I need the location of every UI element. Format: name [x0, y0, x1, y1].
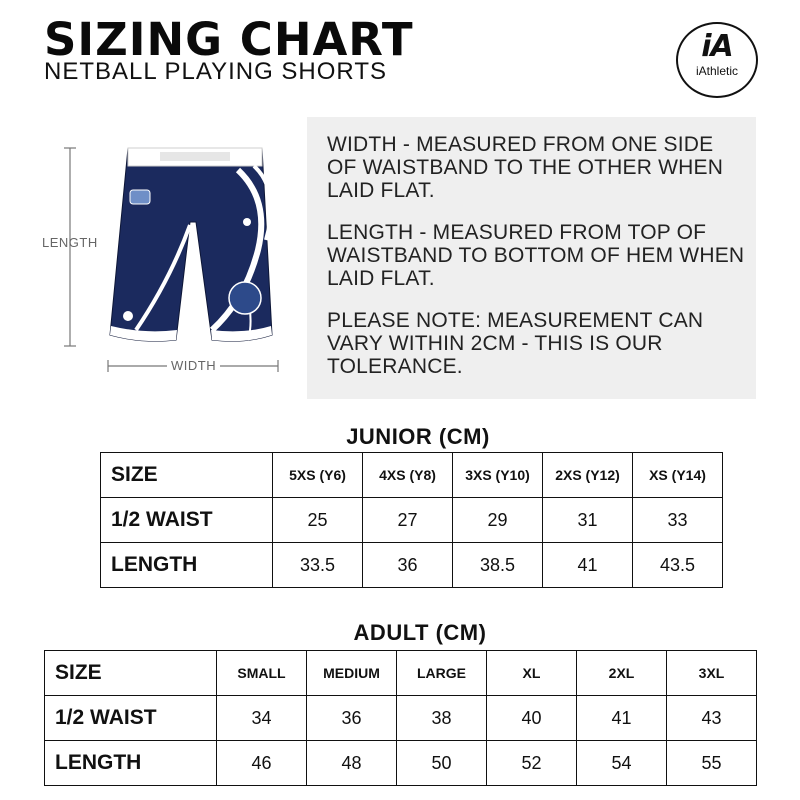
logo-mark: iA [701, 29, 733, 64]
table-row [101, 543, 723, 588]
table-cell: 36 [363, 543, 453, 588]
row-label: 1/2 WAIST [45, 696, 217, 741]
column-header: 3XL [667, 651, 757, 696]
brand-logo [676, 22, 758, 98]
logo-name: iAthletic [695, 64, 739, 78]
column-header: MEDIUM [307, 651, 397, 696]
table-cell: 41 [577, 696, 667, 741]
length-label: LENGTH [42, 235, 98, 250]
note-width: WIDTH - MEASURED FROM ONE SIDE OF WAISTBAND TO THE OTHER WHEN LAID FLAT. [327, 133, 724, 202]
shorts-illustration [40, 130, 300, 380]
table-cell: 43 [667, 696, 757, 741]
column-header: LARGE [397, 651, 487, 696]
table-cell: 36 [307, 696, 397, 741]
table-cell: 33.5 [273, 543, 363, 588]
junior-section-title: JUNIOR (CM) [346, 424, 490, 449]
column-header: 5XS (Y6) [273, 453, 363, 498]
table-cell: 38.5 [453, 543, 543, 588]
table-cell: 50 [397, 741, 487, 786]
table-cell: 31 [543, 498, 633, 543]
table-cell: 38 [397, 696, 487, 741]
size-header-cell: SIZE [101, 453, 273, 498]
table-row [45, 741, 757, 786]
table-cell: 48 [307, 741, 397, 786]
table-cell: 46 [217, 741, 307, 786]
column-header: XS (Y14) [633, 453, 723, 498]
table-header-row [45, 651, 757, 696]
column-header: 4XS (Y8) [363, 453, 453, 498]
table-cell: 25 [273, 498, 363, 543]
row-label: 1/2 WAIST [101, 498, 273, 543]
table-cell: 29 [453, 498, 543, 543]
adult-size-table [44, 650, 757, 786]
table-cell: 33 [633, 498, 723, 543]
adult-section-title: ADULT (CM) [353, 620, 487, 645]
shorts-graphic [110, 148, 272, 341]
row-label: LENGTH [101, 543, 273, 588]
note-length: LENGTH - MEASURED FROM TOP OF WAISTBAND TO BOTTOM OF HEM WHEN LAID FLAT. [327, 221, 745, 290]
page-title: SIZING CHART [44, 13, 414, 66]
row-label: LENGTH [45, 741, 217, 786]
page-subtitle: NETBALL PLAYING SHORTS [44, 58, 387, 85]
column-header: 3XS (Y10) [453, 453, 543, 498]
column-header: SMALL [217, 651, 307, 696]
table-row [45, 696, 757, 741]
table-cell: 55 [667, 741, 757, 786]
table-cell: 41 [543, 543, 633, 588]
width-label: WIDTH [167, 358, 220, 373]
table-cell: 54 [577, 741, 667, 786]
table-header-row [101, 453, 723, 498]
table-row [101, 498, 723, 543]
column-header: XL [487, 651, 577, 696]
table-cell: 52 [487, 741, 577, 786]
table-cell: 40 [487, 696, 577, 741]
table-cell: 34 [217, 696, 307, 741]
shorts-diagram [40, 130, 300, 380]
column-header: 2XS (Y12) [543, 453, 633, 498]
note-tolerance: PLEASE NOTE: MEASUREMENT CAN VARY WITHIN 2CM - THIS IS OUR TOLERANCE. [327, 309, 704, 378]
junior-size-table [100, 452, 723, 588]
table-cell: 27 [363, 498, 453, 543]
measurement-notes [307, 117, 756, 399]
table-cell: 43.5 [633, 543, 723, 588]
size-header-cell: SIZE [45, 651, 217, 696]
column-header: 2XL [577, 651, 667, 696]
